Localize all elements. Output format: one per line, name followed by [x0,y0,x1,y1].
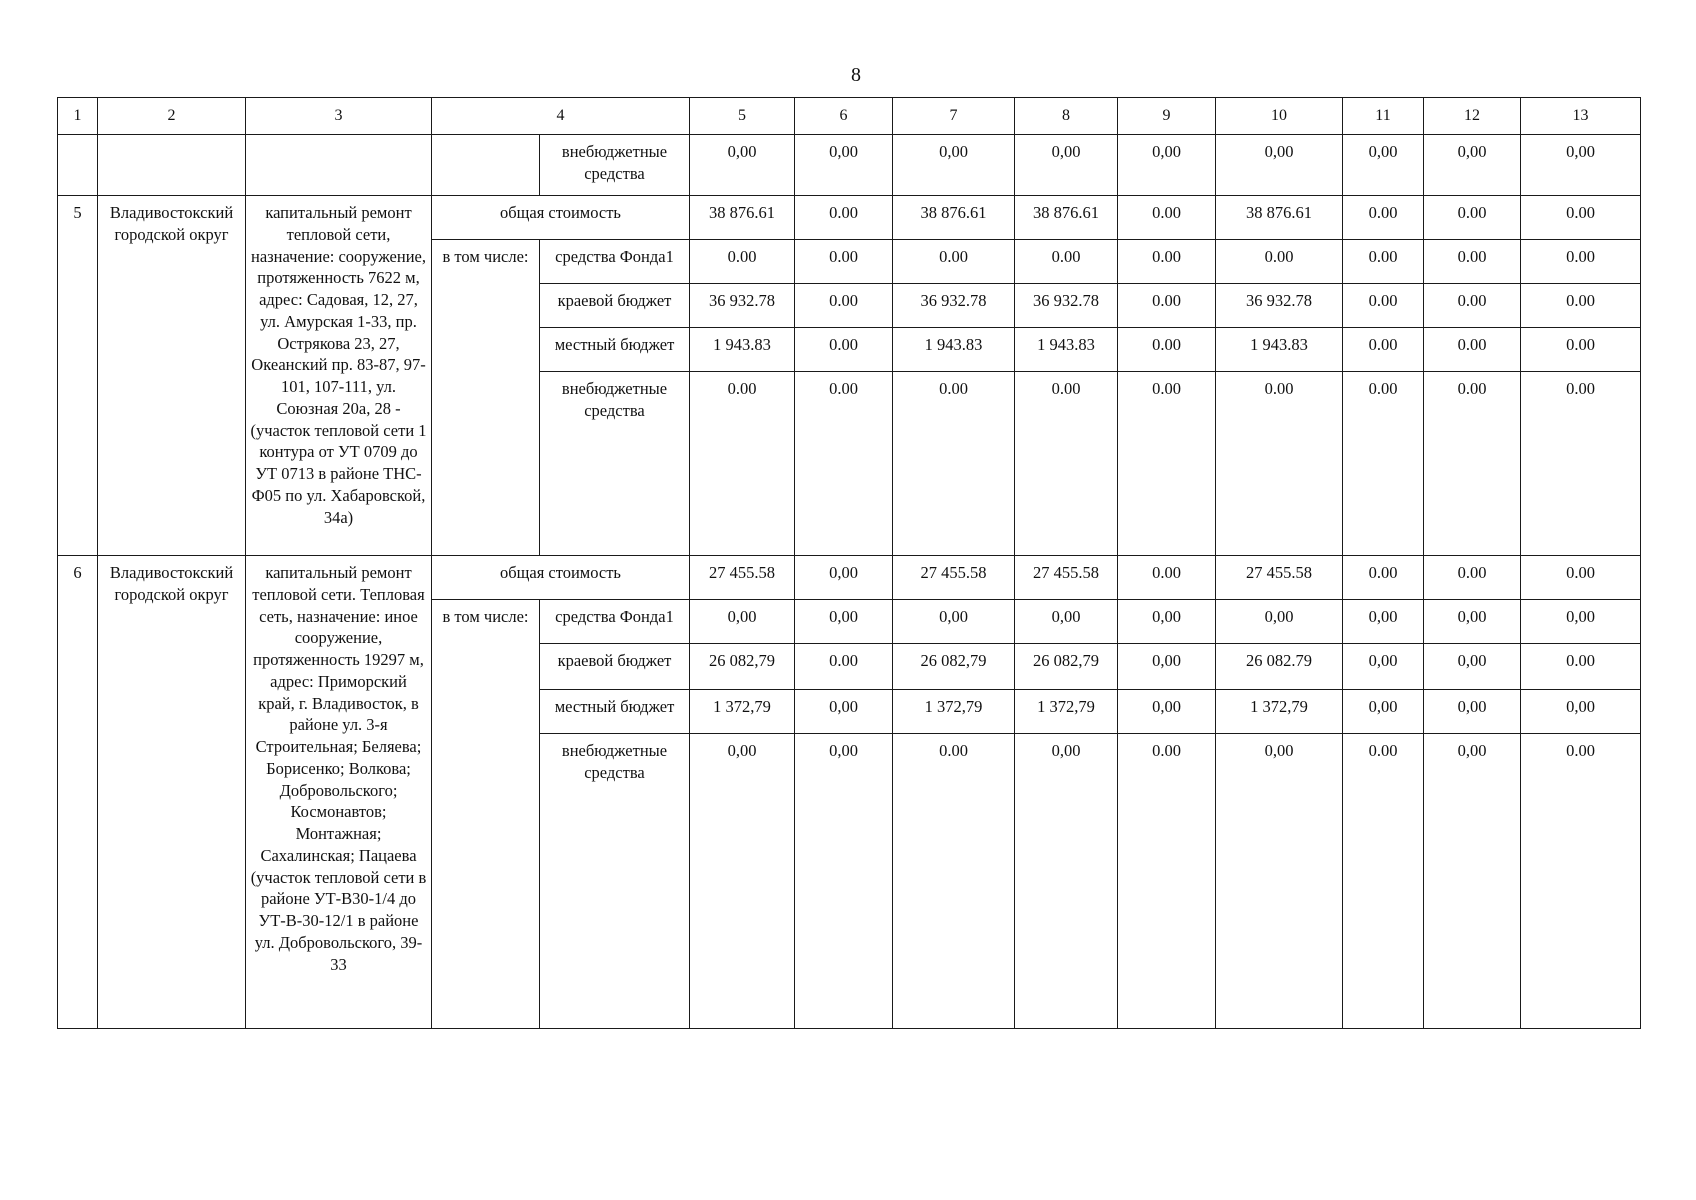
empty-cell [98,135,246,196]
value-cell: 0,00 [1424,690,1521,734]
value-cell: 0,00 [690,600,795,644]
value-cell: 0.00 [1343,556,1424,600]
header-col-12: 12 [1424,98,1521,135]
total-cost-label: общая стоимость [432,556,690,600]
value-cell: 0,00 [1015,135,1118,196]
source-label: местный бюджет [540,328,690,372]
value-cell: 27 455.58 [1216,556,1343,600]
value-cell: 0,00 [795,734,893,1029]
value-cell: 0,00 [893,600,1015,644]
source-label: внебюджетные средства [540,372,690,556]
value-cell: 0.00 [690,240,795,284]
header-col-6: 6 [795,98,893,135]
empty-cell [432,135,540,196]
value-cell: 0.00 [1343,196,1424,240]
value-cell: 1 943.83 [1015,328,1118,372]
value-cell: 0,00 [1424,734,1521,1029]
source-label: средства Фонда1 [540,600,690,644]
empty-cell [58,135,98,196]
value-cell: 0.00 [1424,372,1521,556]
source-label: средства Фонда1 [540,240,690,284]
value-cell: 0.00 [1216,372,1343,556]
value-cell: 0.00 [1521,196,1641,240]
value-cell: 1 943.83 [690,328,795,372]
value-cell: 1 372,79 [1216,690,1343,734]
value-cell: 0.00 [1521,240,1641,284]
including-label: в том числе: [432,600,540,1029]
value-cell: 0.00 [1216,240,1343,284]
object-description: капитальный ремонт тепловой сети. Тепловая сеть, назначение: иное сооружение, протяженность 19297 м, адрес: Приморский край, г. Владивосток, в районе ул. 3-я Строительная; Беляева; Борисенко; Волкова; Добровольского; Космонавтов; Монтажная; Сахалинская; Пацаева (участок тепловой сети в районе УТ-В30-1/4 до УТ-В-30-12/1 в районе ул. Добровольского, 39-33 [246,556,432,1029]
value-cell: 0,00 [1343,600,1424,644]
value-cell: 0.00 [795,328,893,372]
value-cell: 0,00 [1118,690,1216,734]
value-cell: 1 372,79 [1015,690,1118,734]
value-cell: 0.00 [1424,328,1521,372]
value-cell: 1 372,79 [690,690,795,734]
value-cell: 0.00 [1343,328,1424,372]
source-label: местный бюджет [540,690,690,734]
header-col-7: 7 [893,98,1015,135]
value-cell: 0,00 [1343,644,1424,690]
project-number: 6 [58,556,98,1029]
header-col-10: 10 [1216,98,1343,135]
value-cell: 0.00 [690,372,795,556]
value-cell: 0.00 [1118,240,1216,284]
header-row [58,98,1641,135]
value-cell: 0,00 [795,690,893,734]
value-cell: 0.00 [795,284,893,328]
source-label: краевой бюджет [540,284,690,328]
value-cell: 0,00 [1521,690,1641,734]
page-number: 8 [851,64,861,86]
value-cell: 38 876.61 [1015,196,1118,240]
value-cell: 0.00 [1118,556,1216,600]
funding-table [57,97,1641,1029]
value-cell: 26 082,79 [893,644,1015,690]
value-cell: 0.00 [795,196,893,240]
including-label: в том числе: [432,240,540,556]
header-col-5: 5 [690,98,795,135]
value-cell: 0.00 [1521,372,1641,556]
value-cell: 1 372,79 [893,690,1015,734]
value-cell: 0.00 [1343,372,1424,556]
value-cell: 0,00 [1216,734,1343,1029]
total-cost-label: общая стоимость [432,196,690,240]
value-cell: 0,00 [1424,600,1521,644]
value-cell: 0.00 [1343,284,1424,328]
value-cell: 36 932.78 [1216,284,1343,328]
value-cell: 0.00 [1118,734,1216,1029]
value-cell: 0.00 [893,372,1015,556]
value-cell: 0.00 [1424,196,1521,240]
object-description: капитальный ремонт тепловой сети, назначение: сооружение, протяженность 7622 м, адрес: Садовая, 12, 27, ул. Амурская 1-33, пр. Острякова 23, 27, Океанский пр. 83-87, 97-101, 107-111, ул. Союзная 20а, 28 - (участок тепловой сети 1 контура от УТ 0709 до УТ 0713 в районе ТНС-Ф05 по ул. Хабаровской, 34а) [246,196,432,556]
empty-cell [246,135,432,196]
value-cell: 26 082.79 [1216,644,1343,690]
value-cell: 1 943.83 [1216,328,1343,372]
value-cell: 0,00 [1521,135,1641,196]
value-cell: 0.00 [1343,240,1424,284]
project-number: 5 [58,196,98,556]
value-cell: 0.00 [1343,734,1424,1029]
value-cell: 0,00 [795,556,893,600]
value-cell: 27 455.58 [690,556,795,600]
value-cell: 0.00 [1521,556,1641,600]
value-cell: 27 455.58 [893,556,1015,600]
value-cell: 36 932.78 [1015,284,1118,328]
value-cell: 0.00 [795,240,893,284]
value-cell: 36 932.78 [690,284,795,328]
project-5-total-row [58,196,1641,240]
value-cell: 0,00 [893,135,1015,196]
value-cell: 0.00 [1424,284,1521,328]
value-cell: 27 455.58 [1015,556,1118,600]
source-label: внебюджетные средства [540,135,690,196]
source-label: краевой бюджет [540,644,690,690]
value-cell: 0,00 [795,135,893,196]
value-cell: 0,00 [1343,135,1424,196]
value-cell: 0,00 [690,135,795,196]
header-col-9: 9 [1118,98,1216,135]
header-col-2: 2 [98,98,246,135]
value-cell: 0.00 [1118,196,1216,240]
value-cell: 36 932.78 [893,284,1015,328]
value-cell: 0.00 [1521,644,1641,690]
value-cell: 0,00 [1216,600,1343,644]
value-cell: 38 876.61 [690,196,795,240]
value-cell: 0,00 [795,600,893,644]
value-cell: 0.00 [1015,240,1118,284]
value-cell: 0.00 [1015,372,1118,556]
carryover-row [58,135,1641,196]
value-cell: 0,00 [1424,644,1521,690]
header-col-8: 8 [1015,98,1118,135]
value-cell: 0,00 [1015,734,1118,1029]
value-cell: 0.00 [893,240,1015,284]
value-cell: 26 082,79 [690,644,795,690]
value-cell: 0,00 [1118,600,1216,644]
value-cell: 0,00 [1015,600,1118,644]
header-col-13: 13 [1521,98,1641,135]
value-cell: 0.00 [1424,556,1521,600]
value-cell: 26 082,79 [1015,644,1118,690]
municipality: Владивостокский городской округ [98,556,246,1029]
value-cell: 0.00 [1424,240,1521,284]
header-col-4: 4 [432,98,690,135]
value-cell: 0,00 [1521,600,1641,644]
value-cell: 0,00 [690,734,795,1029]
value-cell: 0,00 [1343,690,1424,734]
value-cell: 0,00 [1118,135,1216,196]
header-col-11: 11 [1343,98,1424,135]
value-cell: 1 943.83 [893,328,1015,372]
source-label: внебюджетные средства [540,734,690,1029]
municipality: Владивостокский городской округ [98,196,246,556]
value-cell: 0.00 [795,644,893,690]
value-cell: 0.00 [1521,284,1641,328]
value-cell: 0,00 [1216,135,1343,196]
header-col-3: 3 [246,98,432,135]
value-cell: 0.00 [1118,328,1216,372]
value-cell: 0.00 [795,372,893,556]
project-6-total-row [58,556,1641,600]
value-cell: 0.00 [893,734,1015,1029]
value-cell: 0.00 [1521,328,1641,372]
value-cell: 0.00 [1118,372,1216,556]
value-cell: 0,00 [1424,135,1521,196]
value-cell: 0,00 [1118,644,1216,690]
header-col-1: 1 [58,98,98,135]
value-cell: 38 876.61 [893,196,1015,240]
value-cell: 38 876.61 [1216,196,1343,240]
value-cell: 0.00 [1118,284,1216,328]
value-cell: 0.00 [1521,734,1641,1029]
